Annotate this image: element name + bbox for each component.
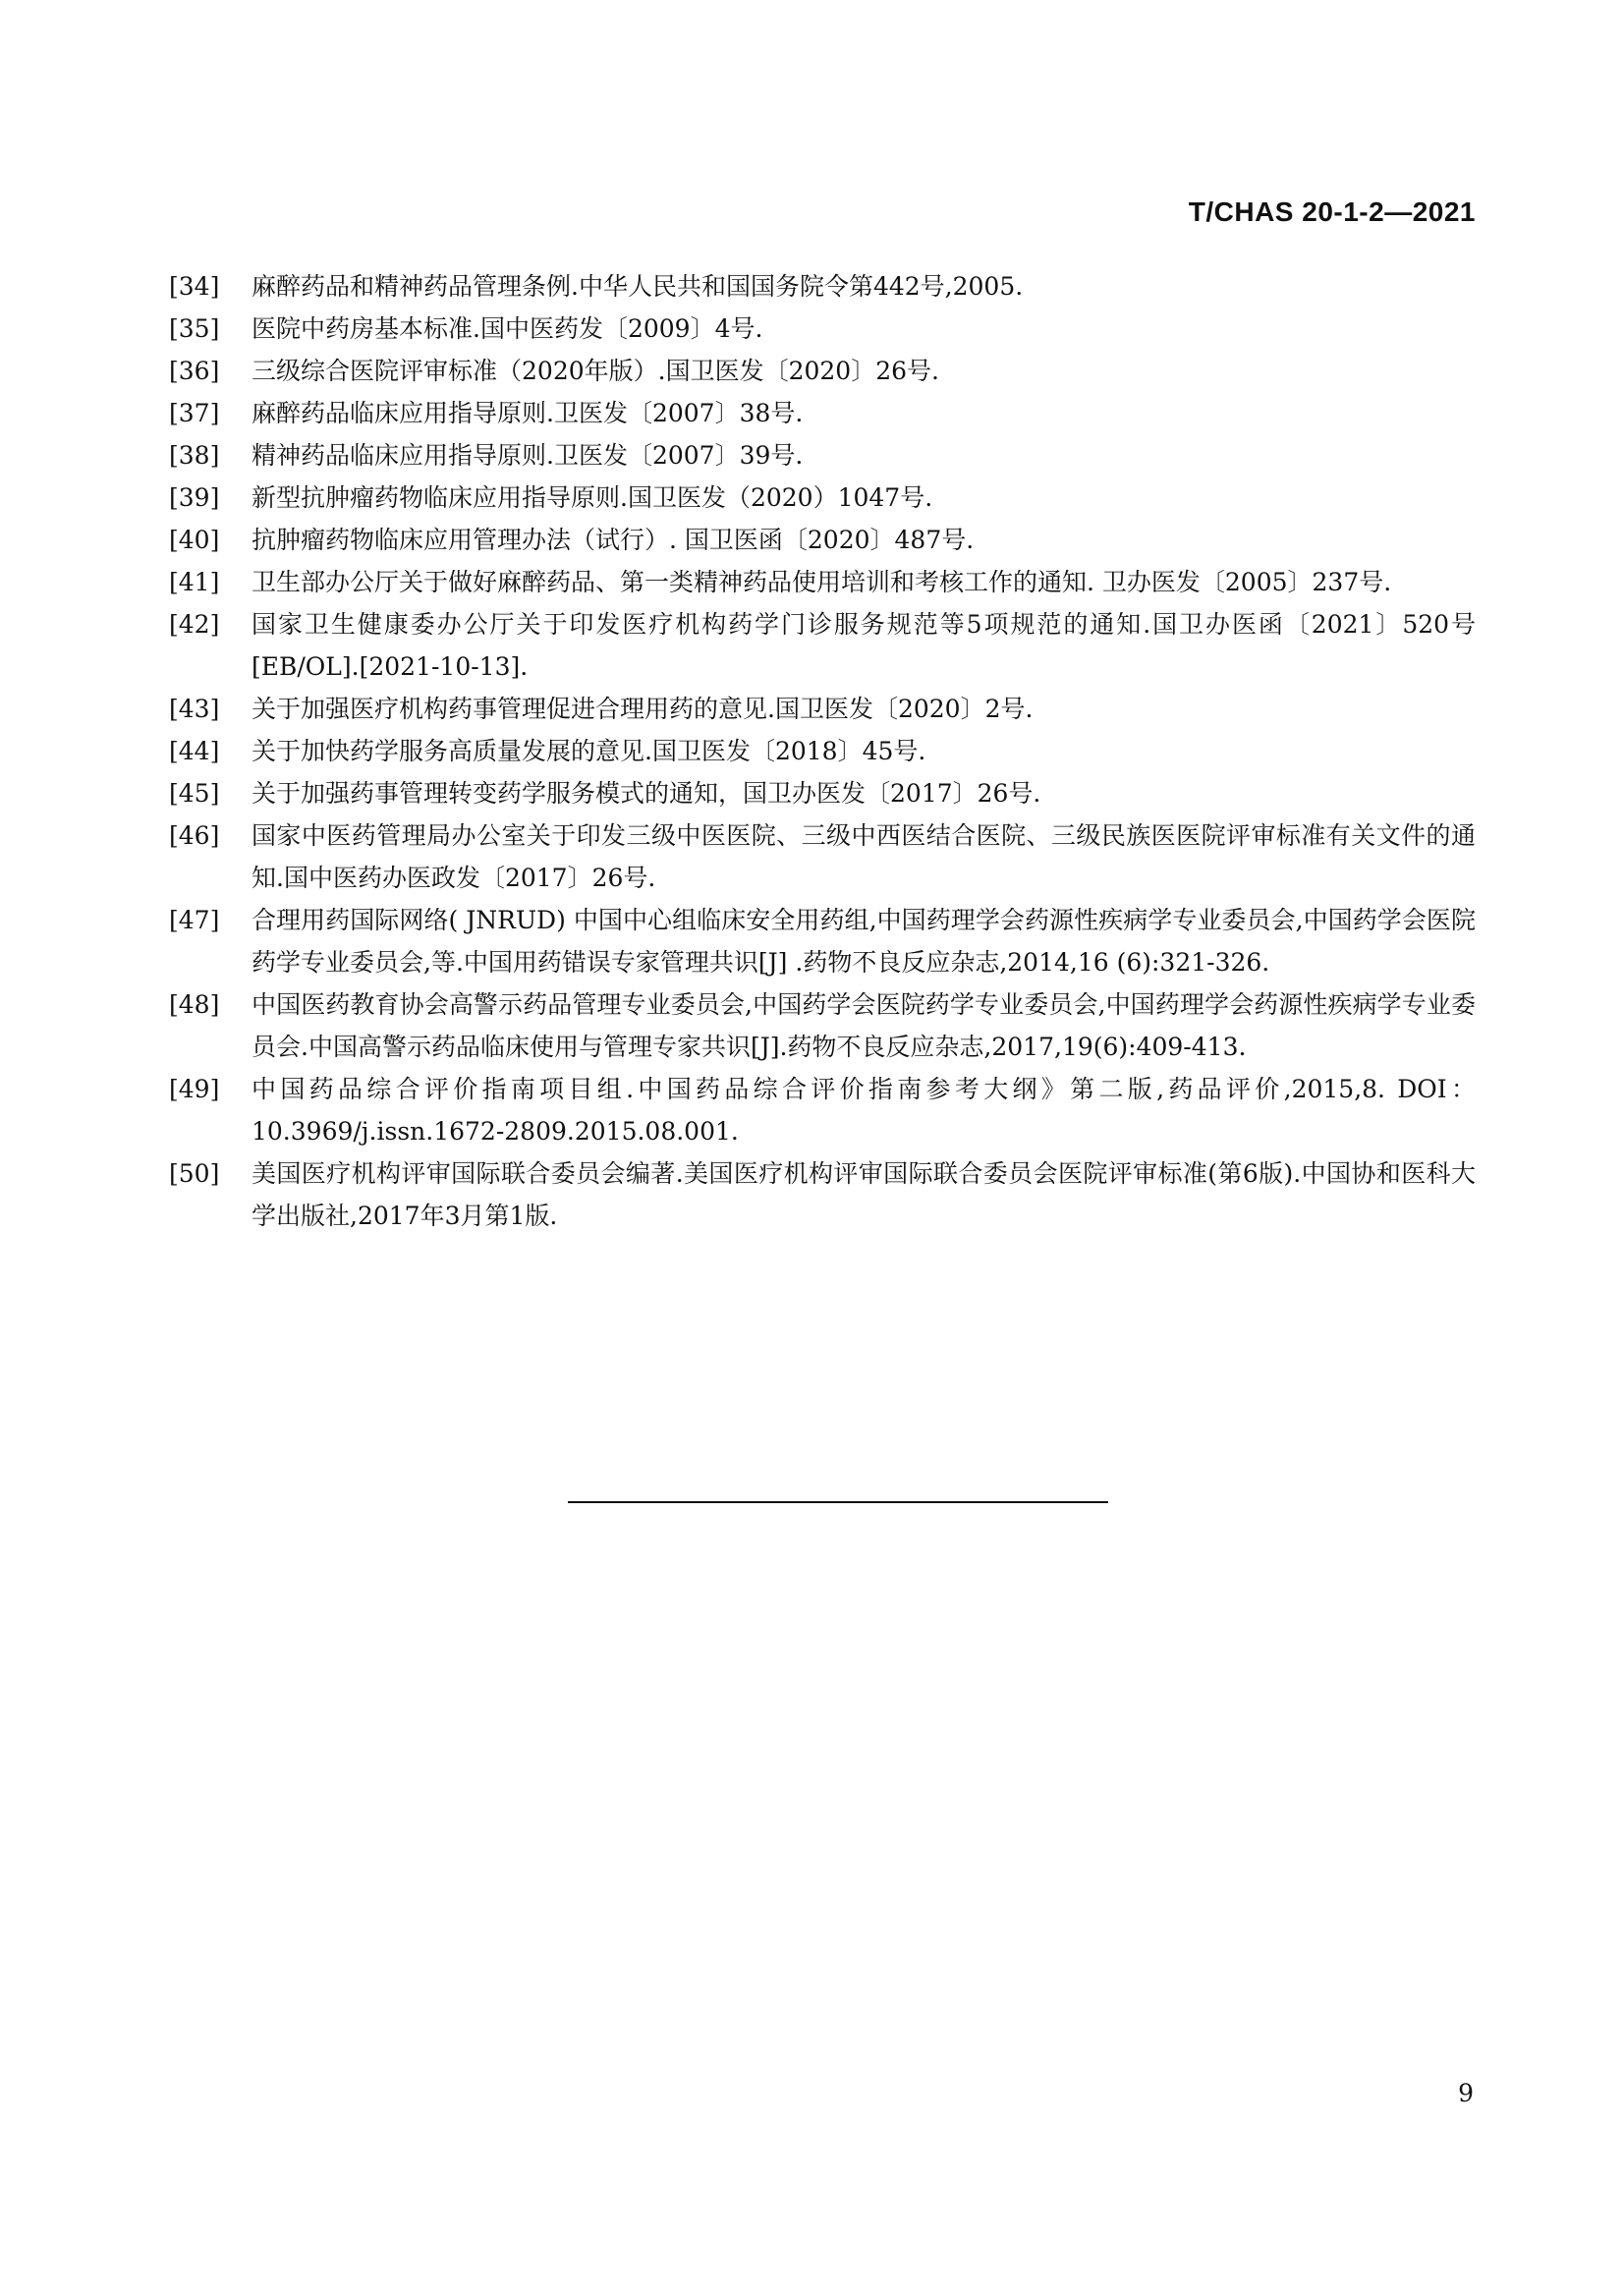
reference-text: 国家卫生健康委办公厅关于印发医疗机构药学门诊服务规范等5项规范的通知.国卫办医函〔2021〕520号[EB/OL].[2021-10-13]. (252, 610, 1476, 681)
reference-number: [47] (169, 906, 220, 934)
reference-text: 关于加强药事管理转变药学服务模式的通知，国卫办医发〔2017〕26号. (252, 779, 1041, 808)
reference-text: 抗肿瘤药物临床应用管理办法（试行）. 国卫医函〔2020〕487号. (252, 526, 975, 554)
reference-text: 中国医药教育协会高警示药品管理专业委员会,中国药学会医院药学专业委员会,中国药理学会药源性疾病学专业委员会.中国高警示药品临床使用与管理专家共识[J].药物不良反应杂志,2017,19(6):409-413. (252, 990, 1476, 1061)
reference-number: [48] (169, 990, 220, 1019)
reference-list (169, 265, 1476, 1237)
reference-text: 精神药品临床应用指导原则.卫医发〔2007〕39号. (252, 441, 804, 470)
reference-number: [44] (169, 737, 220, 765)
reference-number: [50] (169, 1159, 220, 1188)
reference-item (169, 983, 1476, 1068)
reference-item (169, 1068, 1476, 1152)
reference-number: [41] (169, 568, 220, 596)
reference-text: 合理用药国际网络( JNRUD) 中国中心组临床安全用药组,中国药理学会药源性疾病学专业委员会,中国药学会医院药学专业委员会,等.中国用药错误专家管理共识[J] .药物不良反应杂志,2014,16 (6):321-326. (252, 906, 1476, 977)
reference-item (169, 772, 1476, 814)
reference-text: 关于加强医疗机构药事管理促进合理用药的意见.国卫医发〔2020〕2号. (252, 695, 1034, 723)
reference-item (169, 265, 1476, 308)
reference-text: 医院中药房基本标准.国中医药发〔2009〕4号. (252, 314, 763, 343)
reference-item (169, 814, 1476, 899)
reference-item (169, 308, 1476, 350)
reference-item (169, 603, 1476, 688)
reference-number: [34] (169, 272, 220, 301)
reference-item (169, 350, 1476, 392)
reference-text: 麻醉药品和精神药品管理条例.中华人民共和国国务院令第442号,2005. (252, 272, 1024, 301)
reference-text: 麻醉药品临床应用指导原则.卫医发〔2007〕38号. (252, 399, 804, 427)
reference-number: [42] (169, 610, 220, 639)
reference-number: [36] (169, 357, 220, 385)
reference-number: [46] (169, 821, 220, 850)
reference-item (169, 688, 1476, 730)
reference-number: [35] (169, 314, 220, 343)
reference-item (169, 730, 1476, 772)
reference-number: [45] (169, 779, 220, 808)
reference-text: 卫生部办公厅关于做好麻醉药品、第一类精神药品使用培训和考核工作的通知. 卫办医发〔2005〕237号. (252, 568, 1392, 596)
reference-text: 美国医疗机构评审国际联合委员会编著.美国医疗机构评审国际联合委员会医院评审标准(第6版).中国协和医科大学出版社,2017年3月第1版. (252, 1159, 1476, 1230)
document-code: T/CHAS 20-1-2—2021 (1188, 196, 1476, 227)
reference-number: [43] (169, 695, 220, 723)
reference-number: [39] (169, 483, 220, 512)
reference-item (169, 519, 1476, 561)
reference-number: [40] (169, 526, 220, 554)
reference-item (169, 392, 1476, 434)
reference-number: [38] (169, 441, 220, 470)
page-number: 9 (1458, 2079, 1474, 2107)
reference-item (169, 1152, 1476, 1237)
reference-text: 中国药品综合评价指南项目组.中国药品综合评价指南参考大纲》第二版,药品评价,2015,8. DOI：10.3969/j.issn.1672-2809.2015.08.001. (252, 1075, 1476, 1146)
reference-item (169, 434, 1476, 476)
reference-item (169, 476, 1476, 519)
reference-text: 国家中医药管理局办公室关于印发三级中医医院、三级中西医结合医院、三级民族医医院评审标准有关文件的通知.国中医药办医政发〔2017〕26号. (252, 821, 1476, 892)
end-of-document-rule (568, 1501, 1108, 1503)
reference-number: [49] (169, 1075, 220, 1103)
reference-item (169, 561, 1476, 603)
reference-item (169, 899, 1476, 983)
reference-text: 三级综合医院评审标准（2020年版）.国卫医发〔2020〕26号. (252, 357, 939, 385)
reference-text: 新型抗肿瘤药物临床应用指导原则.国卫医发（2020）1047号. (252, 483, 933, 512)
reference-text: 关于加快药学服务高质量发展的意见.国卫医发〔2018〕45号. (252, 737, 926, 765)
reference-number: [37] (169, 399, 220, 427)
